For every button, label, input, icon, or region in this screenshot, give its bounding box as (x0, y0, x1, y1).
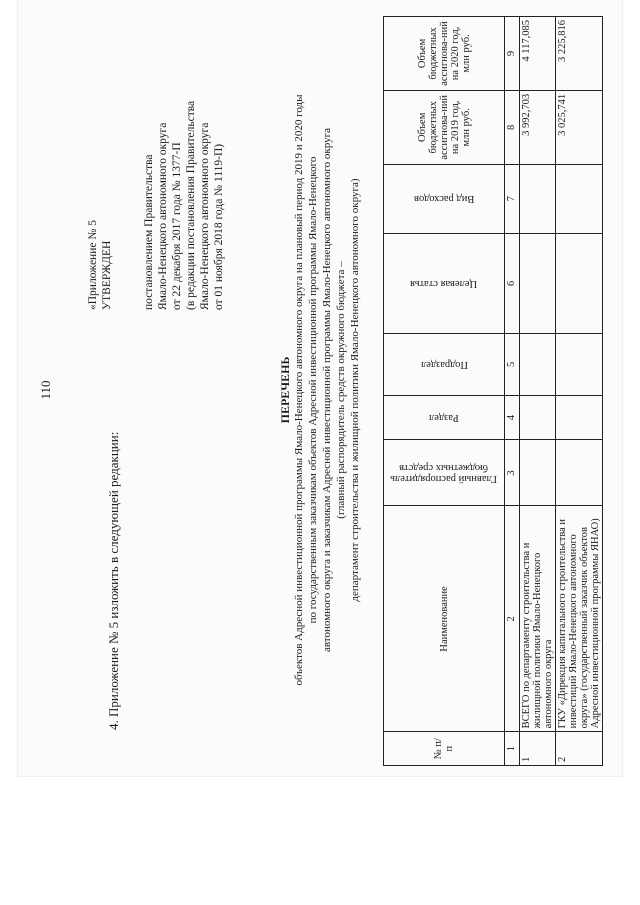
col-header: Объем бюджетных ассигнова-ний на 2020 год, млн руб. (384, 17, 505, 91)
row-name: ГКУ «Дирекция капитального строительства и инвестиций Ямало-Ненецкого автономного округа» (государственный заказчик объектов Адресной инвестиционной программы ЯНАО) (556, 506, 603, 732)
title-line: департамент строительства и жилищной политики Ямало-Ненецкого автономного округа) (349, 178, 361, 602)
value-2019: 3 992,703 (520, 90, 556, 164)
col-number: 2 (505, 506, 520, 732)
rotated-content (28, 10, 628, 770)
col-header: Объем бюджетных ассигнова-ний на 2019 год, млн руб. (384, 90, 505, 164)
page-number: 110 (38, 380, 53, 400)
col-header: Главный распорядитель бюджетных средств (384, 440, 505, 506)
title-line: объектов Адресной инвестиционной программы Ямало-Ненецкого автономного округа на плановый период 2019 и 2020 годы (293, 94, 305, 686)
value-2020: 4 117,085 (520, 17, 556, 91)
table-row (556, 17, 603, 766)
col-header: Вид расходов (384, 164, 505, 233)
stamp-line: Ямало-Ненецкого автономного округа (157, 122, 169, 310)
title-line: автономного округа и заказчикам Адресной инвестиционной программы Ямало-Ненецкого автономного округа (321, 128, 333, 653)
col-header: Наименование (384, 506, 505, 732)
item-text: 4. Приложение № 5 изложить в следующей редакции: (106, 431, 121, 730)
stamp-line: УТВЕРЖДЕН (101, 240, 113, 310)
title-heading: ПЕРЕЧЕНЬ (278, 356, 292, 424)
row-number: 1 (520, 732, 556, 766)
program-table (383, 16, 603, 766)
stamp-line: от 01 ноября 2018 года № 1119-П) (213, 143, 225, 310)
col-header: № п/п (384, 732, 505, 766)
value-2019: 3 025,741 (556, 90, 603, 164)
col-number: 7 (505, 164, 520, 233)
col-number: 6 (505, 233, 520, 333)
col-header: Раздел (384, 395, 505, 440)
stamp-line: «Приложение № 5 (87, 220, 99, 310)
document-page (18, 0, 622, 776)
col-number: 1 (505, 732, 520, 766)
document-title (278, 30, 362, 750)
row-name: ВСЕГО по департаменту строительства и жилищной политики Ямало-Ненецкого автономного округа (520, 506, 556, 732)
col-number: 5 (505, 334, 520, 396)
table-row (520, 17, 556, 766)
col-header: Подраздел (384, 334, 505, 396)
column-number-row (505, 17, 520, 766)
value-2020: 3 225,816 (556, 17, 603, 91)
col-number: 8 (505, 90, 520, 164)
approval-stamp (86, 101, 226, 310)
col-number: 3 (505, 440, 520, 506)
row-number: 2 (556, 732, 603, 766)
table-header-row (384, 17, 505, 766)
stamp-line: (в редакции постановления Правительства (185, 100, 197, 310)
title-line: (главный распорядитель средств окружного бюджета – (335, 261, 347, 519)
stamp-line: Ямало-Ненецкого автономного округа (199, 122, 211, 310)
col-header: Целевая статья (384, 233, 505, 333)
col-number: 9 (505, 17, 520, 91)
title-line: по государственным заказчикам объектов Адресной инвестиционной программы Ямало-Ненецкого (307, 156, 319, 624)
stamp-line: постановлением Правительства (143, 154, 155, 310)
stamp-line: от 22 декабря 2017 года № 1377-П (171, 142, 183, 310)
col-number: 4 (505, 395, 520, 440)
